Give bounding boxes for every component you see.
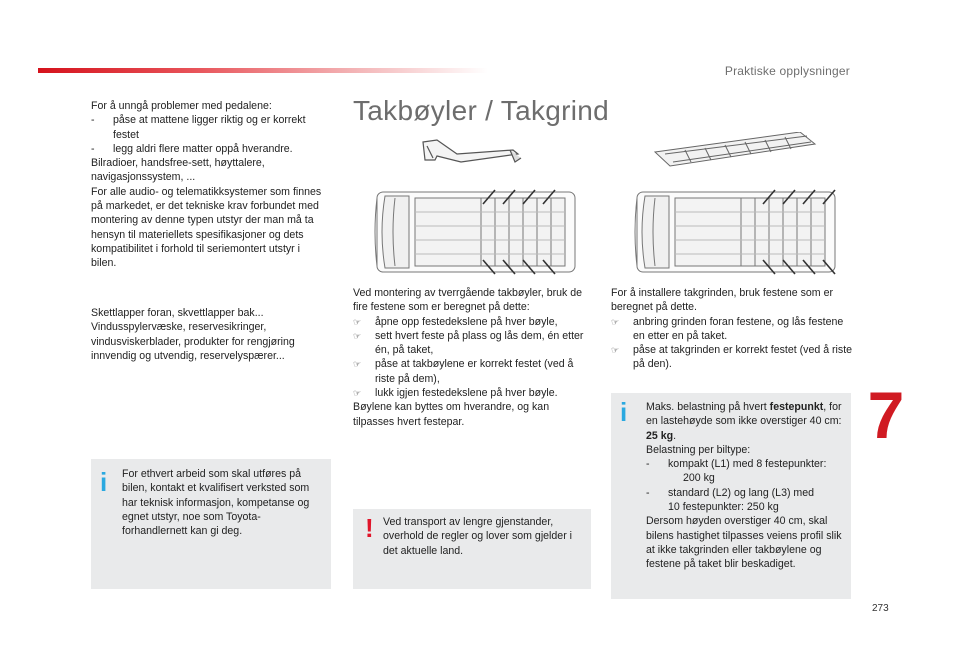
vehicle-load-value: 200 kg — [683, 472, 715, 485]
info-box-load — [611, 393, 851, 599]
crossbar-step: ☞ åpne opp festedekslene på hver bøyle, — [353, 315, 593, 329]
per-vehicle-heading: Belastning per biltype: — [646, 443, 751, 456]
crossbar-intro: Ved montering av tverrgående takbøyler, bruk de fire festene som er beregnet på dette: — [353, 287, 583, 314]
max-load-end: . — [673, 429, 677, 442]
section-title: Praktiske opplysninger — [724, 64, 850, 78]
van-top-view — [375, 192, 575, 272]
roof-rack-step: ☞ anbring grinden foran festene, og lås festene en etter en på taket. — [611, 315, 855, 344]
max-load-term: festepunkt — [769, 401, 824, 413]
max-load-line — [646, 400, 844, 443]
warning-box-transport — [353, 509, 591, 589]
info-box-text: For ethvert arbeid som skal utføres på bilen, kontakt et kvalifisert verksted som har teknisk informasjon, kompetanse og egnet utstyr, noe som Toyota-forhandlernett kan gi deg. — [122, 468, 310, 538]
crossbar-outro: Bøylene kan byttes om hverandre, og kan tilpasses hvert festepar. — [353, 401, 550, 428]
page-title: Takbøyler / Takgrind — [353, 95, 610, 126]
crossbar-step: ☞ lukk igjen festedekslene på hver bøyle. — [353, 386, 593, 400]
chapter-number: 7 — [867, 378, 905, 452]
audio-devices-text: Bilradioer, handsfree-sett, høyttalere, navigasjonssystem, ... — [91, 157, 265, 184]
pedal-intro: For å unngå problemer med pedalene: — [91, 100, 272, 112]
info-icon: i — [100, 467, 108, 497]
page-number: 273 — [872, 603, 889, 614]
max-load-post: , for en lastehøyde som ikke overstiger 40 cm: — [646, 401, 842, 428]
roof-rack-instructions — [611, 286, 855, 372]
pedal-item: - legg aldri flere matter oppå hverandre. — [91, 142, 327, 156]
load-info-text — [646, 400, 844, 572]
header-red-bar — [38, 68, 488, 73]
vehicle-load-item: - kompakt (L1) med 8 festepunkter: — [646, 457, 844, 471]
crossbar-step: ☞ påse at takbøylene er korrekt festet (ved å riste på dem), — [353, 357, 593, 386]
roof-rack-step: ☞ påse at takgrinden er korrekt festet (ved å riste på den). — [611, 343, 855, 372]
vehicle-load-item: - standard (L2) og lang (L3) med — [646, 486, 844, 500]
info-box-workshop — [91, 459, 331, 589]
roof-rack-diagram — [625, 132, 845, 282]
warning-icon: ! — [365, 513, 374, 543]
max-load-pre: Maks. belastning på hvert — [646, 401, 770, 413]
crossbar-step: ☞ sett hvert feste på plass og lås dem, én etter én, på taket, — [353, 329, 593, 358]
van-top-view-2 — [635, 192, 835, 272]
accessories-text — [91, 306, 327, 363]
crossbar-instructions — [353, 286, 593, 429]
vehicle-load-value: 10 festepunkter: 250 kg — [668, 501, 779, 514]
crossbar-diagram — [365, 132, 585, 282]
info-icon: i — [620, 397, 628, 427]
roof-rack-intro: For å installere takgrinden, bruk festene som er beregnet på dette. — [611, 287, 833, 314]
crossbar-illustration — [423, 140, 521, 162]
warning-box-text: Ved transport av lengre gjenstander, overhold de regler og lover som gjelder i det aktuelle land. — [383, 516, 573, 557]
roof-rack-illustration — [655, 132, 815, 166]
max-load-value: 25 kg — [646, 429, 674, 442]
accessories-paragraph: Skettlapper foran, skvettlapper bak... Vindusspylervæske, reservesikringer, vindusviskerblader, produkter for rengjøring innvendig og utvendig, reservelyspærer... — [91, 307, 295, 362]
telematics-text: For alle audio- og telematikksystemer som finnes på markedet, er det tekniske krav forbundet med montering av denne typen utstyr der man må ta hensyn til materiellets spesifikasjoner og dets kompatibilitet i forhold til seriemontert utstyr i bilen. — [91, 185, 322, 270]
pedal-advice — [91, 99, 327, 271]
pedal-item: - påse at mattene ligger riktig og er korrekt festet — [91, 113, 327, 142]
height-warning-text: Dersom høyden overstiger 40 cm, skal bilens hastighet tilpasses veiens profil slik at ikke takgrinden eller takbøylene og festene på taket blir beskadiget. — [646, 515, 842, 571]
